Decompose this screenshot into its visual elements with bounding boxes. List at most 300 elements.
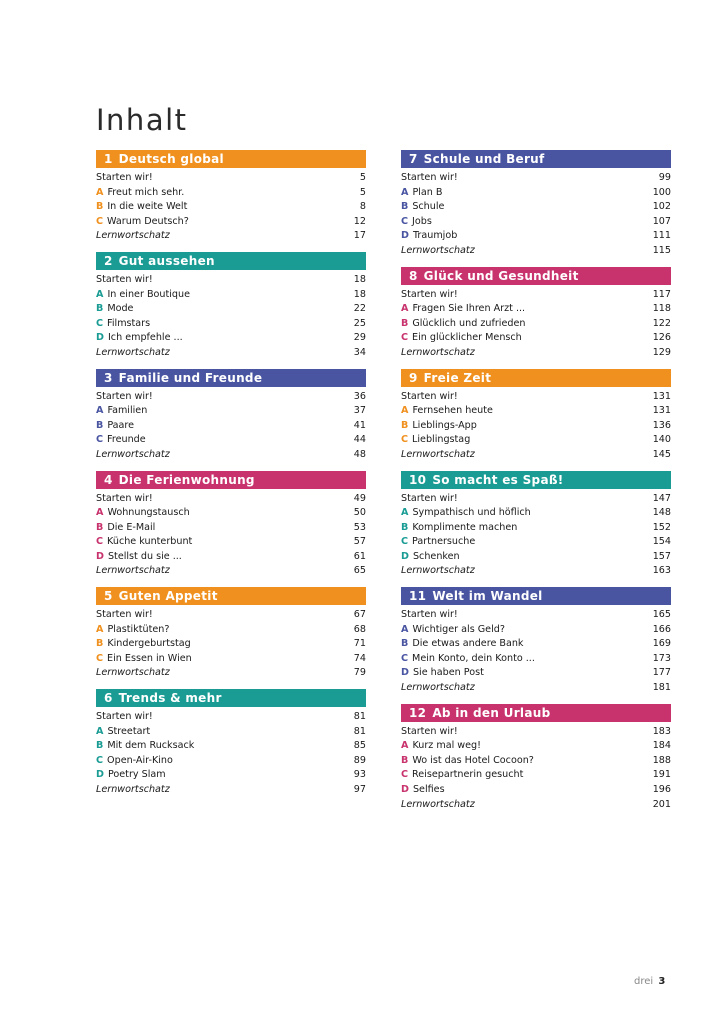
- unit-title: Glück und Gesundheit: [423, 268, 579, 283]
- unit-section: [96, 252, 366, 361]
- lesson-letter: A: [401, 405, 409, 417]
- toc-entry[interactable]: [401, 564, 671, 579]
- toc-entry-label: [96, 564, 170, 579]
- toc-entry[interactable]: [401, 768, 671, 783]
- unit-number: 10: [409, 472, 427, 487]
- lesson-letter: C: [401, 332, 409, 344]
- lesson-letter: A: [401, 303, 409, 315]
- toc-entry-page: 196: [652, 784, 671, 795]
- toc-entry[interactable]: [96, 535, 366, 550]
- lesson-letter: B: [96, 201, 104, 213]
- lesson-letter: D: [401, 550, 409, 562]
- toc-entry-label: [401, 739, 481, 754]
- toc-entry[interactable]: [401, 623, 671, 638]
- toc-entry-text: Stellst du sie ...: [107, 550, 182, 562]
- toc-entry-label: [401, 550, 460, 565]
- toc-entry-text: Open-Air-Kino: [107, 754, 173, 766]
- toc-entry-text: Mit dem Rucksack: [107, 740, 195, 752]
- toc-entry-text: Traumjob: [412, 230, 458, 242]
- toc-entry[interactable]: [96, 783, 366, 798]
- lesson-letter: A: [96, 405, 104, 417]
- toc-entry-label: [96, 448, 170, 463]
- toc-entry-label: [96, 506, 190, 521]
- toc-entry-page: 188: [652, 754, 671, 766]
- toc-entry[interactable]: [401, 404, 671, 419]
- toc-entry-page: 41: [353, 419, 366, 431]
- toc-entry-label: [96, 404, 147, 419]
- toc-entry-label: [96, 288, 190, 303]
- toc-entry-label: [96, 521, 155, 536]
- toc-entry[interactable]: [96, 666, 366, 681]
- toc-entry[interactable]: [96, 390, 366, 405]
- unit-number: 7: [409, 152, 418, 166]
- toc-entry-page: 67: [353, 609, 366, 621]
- toc-entry[interactable]: [401, 739, 671, 754]
- unit-number: 6: [104, 691, 113, 706]
- toc-entry-page: 147: [652, 492, 671, 504]
- toc-entry-text: Starten wir!: [96, 609, 153, 621]
- toc-entry-text: Starten wir!: [401, 492, 458, 504]
- lesson-letter: D: [96, 550, 104, 562]
- toc-entry-text: Starten wir!: [401, 172, 458, 183]
- toc-entry-page: 74: [353, 652, 366, 664]
- page-title: Inhalt: [96, 103, 188, 138]
- toc-entry-text: Starten wir!: [401, 288, 458, 300]
- lesson-letter: C: [401, 769, 409, 781]
- toc-entry-text: Kurz mal weg!: [412, 740, 481, 752]
- unit-number: 12: [409, 705, 427, 720]
- unit-header[interactable]: [96, 587, 366, 605]
- toc-entry-page: 22: [353, 303, 366, 315]
- toc-entry-page: 145: [652, 448, 671, 460]
- toc-entry-label: [401, 798, 475, 813]
- unit-header[interactable]: [401, 150, 671, 168]
- unit-header[interactable]: [96, 150, 366, 168]
- toc-entry-label: [401, 419, 477, 434]
- toc-entry-page: 102: [652, 201, 671, 213]
- toc-entry-page: 148: [652, 507, 671, 519]
- lesson-letter: C: [96, 434, 104, 446]
- toc-entry-page: 165: [652, 609, 671, 621]
- toc-entry-page: 48: [353, 448, 366, 460]
- page-number: 3: [658, 976, 666, 987]
- toc-entry[interactable]: [96, 739, 366, 754]
- toc-entry[interactable]: [96, 564, 366, 579]
- unit-number: 1: [104, 152, 113, 166]
- lesson-letter: B: [96, 303, 104, 315]
- toc-entry[interactable]: [401, 331, 671, 346]
- toc-entry-page: 184: [652, 740, 671, 752]
- toc-entry-page: 163: [652, 565, 671, 577]
- toc-entry-text: Komplimente machen: [412, 521, 518, 533]
- toc-entry-page: 166: [652, 623, 671, 635]
- toc-entry[interactable]: [401, 550, 671, 565]
- toc-entry-label: [96, 346, 170, 361]
- toc-entry-text: Starten wir!: [96, 390, 153, 402]
- toc-entry-text: Lernwortschatz: [96, 565, 170, 577]
- lesson-letter: C: [401, 536, 409, 548]
- toc-entry-page: 57: [353, 536, 366, 548]
- toc-entry-label: [401, 535, 475, 550]
- toc-entry[interactable]: [96, 725, 366, 740]
- lesson-letter: D: [96, 332, 104, 344]
- unit-section: [96, 369, 366, 463]
- toc-entry[interactable]: [401, 302, 671, 317]
- toc-entry-label: [96, 739, 194, 754]
- lesson-letter: C: [401, 434, 409, 446]
- lesson-letter: D: [401, 667, 409, 679]
- unit-header[interactable]: [96, 252, 366, 270]
- lesson-letter: B: [401, 419, 409, 431]
- toc-entry[interactable]: [401, 317, 671, 332]
- lesson-letter: C: [96, 652, 104, 664]
- toc-entry-label: [96, 710, 153, 725]
- toc-entry-label: [401, 681, 475, 696]
- toc-entry-page: 154: [652, 536, 671, 548]
- lesson-letter: A: [96, 507, 104, 519]
- toc-entry-text: Selfies: [412, 784, 445, 795]
- toc-entry[interactable]: [96, 171, 366, 186]
- toc-entry-text: Fragen Sie Ihren Arzt ...: [412, 303, 526, 315]
- unit-header[interactable]: [401, 587, 671, 605]
- toc-entry-text: Lernwortschatz: [401, 565, 475, 577]
- page-number-word: drei: [634, 976, 654, 987]
- toc-entry-label: [96, 550, 182, 565]
- toc-entry[interactable]: [401, 200, 671, 215]
- toc-entry-text: Die E-Mail: [107, 521, 156, 533]
- toc-entry-text: Filmstars: [107, 317, 151, 329]
- toc-entry-text: Ich empfehle ...: [107, 332, 183, 344]
- unit-title: Guten Appetit: [118, 589, 218, 604]
- toc-entry-label: [96, 535, 192, 550]
- toc-entry-page: 131: [652, 405, 671, 417]
- unit-title: Welt im Wandel: [432, 589, 543, 604]
- toc-entry[interactable]: [401, 215, 671, 230]
- toc-entry-label: [96, 608, 153, 623]
- toc-entry[interactable]: [401, 521, 671, 536]
- toc-entry-text: Mode: [107, 303, 134, 315]
- unit-number: 8: [409, 268, 418, 283]
- toc-entry-text: Mein Konto, dein Konto ...: [412, 652, 535, 664]
- toc-entry-page: 93: [353, 769, 366, 781]
- toc-entry-label: [401, 229, 457, 244]
- toc-entry-page: 36: [353, 390, 366, 402]
- toc-entry-page: 81: [353, 725, 366, 737]
- toc-entry[interactable]: [401, 186, 671, 201]
- toc-entry-label: [401, 302, 525, 317]
- lesson-letter: A: [96, 725, 104, 737]
- toc-entry[interactable]: [401, 681, 671, 696]
- toc-entry[interactable]: [401, 506, 671, 521]
- unit-number: 2: [104, 253, 113, 268]
- toc-entry-text: Sie haben Post: [412, 667, 484, 679]
- toc-entry-text: Warum Deutsch?: [107, 215, 189, 227]
- toc-entry[interactable]: [401, 608, 671, 623]
- toc-entry-label: [96, 666, 170, 681]
- toc-entry[interactable]: [96, 215, 366, 230]
- unit-header[interactable]: [401, 369, 671, 387]
- toc-entry-text: In einer Boutique: [107, 288, 190, 300]
- toc-entry[interactable]: [401, 419, 671, 434]
- toc-entry-page: 99: [658, 172, 671, 183]
- toc-entry[interactable]: [401, 346, 671, 361]
- toc-entry[interactable]: [96, 506, 366, 521]
- toc-entry-label: [401, 346, 475, 361]
- toc-entry[interactable]: [96, 404, 366, 419]
- lesson-letter: A: [96, 623, 104, 635]
- toc-entry-page: 97: [353, 784, 366, 795]
- unit-title: Schule und Beruf: [423, 152, 545, 166]
- toc-entry-page: 129: [652, 346, 671, 358]
- toc-entry[interactable]: [401, 288, 671, 303]
- toc-entry-text: Streetart: [107, 725, 151, 737]
- toc-entry[interactable]: [401, 229, 671, 244]
- lesson-letter: B: [401, 201, 409, 213]
- toc-entry-label: [96, 229, 170, 244]
- toc-entry[interactable]: [96, 273, 366, 288]
- toc-entry[interactable]: [96, 637, 366, 652]
- toc-entry-text: Wo ist das Hotel Cocoon?: [412, 754, 534, 766]
- toc-entry-label: [401, 404, 493, 419]
- toc-entry-page: 25: [353, 317, 366, 329]
- unit-section: [401, 471, 671, 580]
- toc-entry-text: Lernwortschatz: [96, 667, 170, 679]
- toc-entry-text: Ein Essen in Wien: [107, 652, 192, 664]
- toc-entry-label: [401, 666, 484, 681]
- unit-header[interactable]: [96, 369, 366, 387]
- toc-entry[interactable]: [401, 448, 671, 463]
- lesson-letter: B: [401, 521, 409, 533]
- toc-entry-page: 115: [652, 244, 671, 256]
- toc-entry[interactable]: [401, 798, 671, 813]
- toc-entry[interactable]: [401, 666, 671, 681]
- toc-entry-page: 5: [359, 186, 366, 198]
- toc-entry-label: [96, 317, 150, 332]
- unit-title: Gut aussehen: [118, 253, 215, 268]
- toc-entry[interactable]: [401, 390, 671, 405]
- toc-entry[interactable]: [401, 754, 671, 769]
- toc-entry-text: Starten wir!: [401, 390, 458, 402]
- toc-entry-page: 140: [652, 434, 671, 446]
- toc-entry[interactable]: [96, 448, 366, 463]
- toc-entry-text: Sympathisch und höflich: [412, 507, 531, 519]
- toc-entry-text: Lieblings-App: [412, 419, 477, 431]
- toc-entry-text: Starten wir!: [96, 172, 153, 183]
- toc-entry-text: Starten wir!: [401, 609, 458, 621]
- unit-header[interactable]: [96, 471, 366, 489]
- unit-section: [401, 369, 671, 463]
- toc-entry[interactable]: [96, 521, 366, 536]
- toc-entry-page: 68: [353, 623, 366, 635]
- toc-entry-text: Lernwortschatz: [96, 784, 170, 795]
- toc-entry-page: 107: [652, 215, 671, 227]
- toc-entry[interactable]: [96, 492, 366, 507]
- toc-entry-label: [401, 331, 522, 346]
- toc-entry[interactable]: [401, 244, 671, 259]
- toc-entry-page: 18: [353, 273, 366, 285]
- toc-entry-text: Schenken: [412, 550, 460, 562]
- toc-entry-page: 85: [353, 740, 366, 752]
- toc-entry[interactable]: [96, 433, 366, 448]
- toc-entry-page: 117: [652, 288, 671, 300]
- toc-entry-text: Familien: [107, 405, 148, 417]
- toc-entry-text: Freunde: [107, 434, 146, 446]
- toc-entry-page: 152: [652, 521, 671, 533]
- toc-entry-text: Partnersuche: [412, 536, 476, 548]
- toc-entry-text: Wichtiger als Geld?: [412, 623, 505, 635]
- toc-entry[interactable]: [96, 229, 366, 244]
- unit-number: 5: [104, 589, 113, 604]
- toc-entry-page: 53: [353, 521, 366, 533]
- toc-entry[interactable]: [401, 725, 671, 740]
- toc-entry[interactable]: [96, 608, 366, 623]
- unit-section: [96, 587, 366, 681]
- unit-number: 4: [104, 472, 113, 487]
- toc-entry-text: Starten wir!: [401, 725, 458, 737]
- toc-entry-page: 50: [353, 507, 366, 519]
- toc-entry[interactable]: [96, 550, 366, 565]
- toc-entry-page: 131: [652, 390, 671, 402]
- toc-entry-label: [401, 288, 458, 303]
- toc-entry-label: [401, 215, 432, 230]
- toc-entry-label: [96, 783, 170, 798]
- toc-entry-label: [401, 783, 445, 798]
- toc-entry[interactable]: [96, 186, 366, 201]
- lesson-letter: C: [401, 652, 409, 664]
- toc-entry-label: [401, 608, 458, 623]
- toc-entry-text: Küche kunterbunt: [107, 536, 193, 548]
- toc-entry-page: 81: [353, 711, 366, 723]
- toc-entry[interactable]: [96, 317, 366, 332]
- toc-entry-label: [96, 652, 192, 667]
- lesson-letter: B: [96, 419, 104, 431]
- lesson-letter: B: [96, 740, 104, 752]
- toc-entry-label: [401, 652, 535, 667]
- toc-entry-page: 89: [353, 754, 366, 766]
- toc-entry-page: 191: [652, 769, 671, 781]
- lesson-letter: D: [96, 769, 104, 781]
- unit-header[interactable]: [96, 689, 366, 707]
- toc-entry-label: [401, 637, 524, 652]
- lesson-letter: A: [401, 740, 409, 752]
- toc-entry-label: [401, 492, 458, 507]
- toc-entry[interactable]: [96, 346, 366, 361]
- toc-column-left: [96, 150, 366, 806]
- toc-entry-page: 61: [353, 550, 366, 562]
- lesson-letter: C: [96, 754, 104, 766]
- toc-entry-label: [401, 564, 475, 579]
- lesson-letter: C: [401, 215, 409, 227]
- toc-entry-text: Lernwortschatz: [96, 346, 170, 358]
- unit-number: 3: [104, 370, 113, 385]
- lesson-letter: C: [96, 317, 104, 329]
- toc-entry-label: [401, 725, 458, 740]
- toc-entry-page: 29: [353, 332, 366, 344]
- unit-header[interactable]: [401, 471, 671, 489]
- toc-entry-page: 157: [652, 550, 671, 562]
- unit-section: [96, 689, 366, 798]
- toc-entry[interactable]: [401, 637, 671, 652]
- toc-entry[interactable]: [96, 288, 366, 303]
- lesson-letter: A: [401, 186, 409, 198]
- unit-header[interactable]: [401, 267, 671, 285]
- toc-entry-label: [401, 506, 531, 521]
- unit-title: Ab in den Urlaub: [432, 705, 551, 720]
- unit-header[interactable]: [401, 704, 671, 722]
- toc-entry[interactable]: [96, 710, 366, 725]
- toc-entry-text: Lernwortschatz: [401, 448, 475, 460]
- toc-entry-label: [401, 186, 442, 201]
- toc-entry-page: 5: [359, 172, 366, 183]
- toc-entry[interactable]: [96, 652, 366, 667]
- toc-entry-label: [96, 200, 187, 215]
- toc-entry[interactable]: [96, 200, 366, 215]
- toc-entry-page: 100: [652, 186, 671, 198]
- unit-section: [401, 587, 671, 696]
- toc-entry-page: 122: [652, 317, 671, 329]
- toc-entry-label: [401, 200, 444, 215]
- toc-entry[interactable]: [96, 302, 366, 317]
- toc-entry-page: 71: [353, 638, 366, 650]
- toc-entry-label: [96, 725, 150, 740]
- toc-entry[interactable]: [401, 171, 671, 186]
- toc-entry[interactable]: [401, 783, 671, 798]
- toc-entry-page: 136: [652, 419, 671, 431]
- toc-entry-page: 173: [652, 652, 671, 664]
- toc-entry-text: Lernwortschatz: [401, 346, 475, 358]
- toc-entry-label: [401, 768, 523, 783]
- toc-entry-text: Glücklich und zufrieden: [412, 317, 526, 329]
- toc-entry[interactable]: [96, 754, 366, 769]
- toc-entry[interactable]: [401, 652, 671, 667]
- toc-entry[interactable]: [401, 492, 671, 507]
- toc-entry-page: 126: [652, 332, 671, 344]
- toc-entry-label: [96, 637, 191, 652]
- toc-entry-text: Freut mich sehr.: [107, 186, 185, 198]
- unit-title: Familie und Freunde: [118, 370, 263, 385]
- toc-entry-label: [401, 521, 517, 536]
- unit-title: Freie Zeit: [423, 370, 492, 385]
- toc-entry-page: 169: [652, 638, 671, 650]
- toc-entry-page: 8: [359, 201, 366, 213]
- toc-entry[interactable]: [401, 433, 671, 448]
- toc-entry-label: [401, 433, 470, 448]
- toc-column-right: [401, 150, 671, 820]
- toc-entry-page: 201: [652, 798, 671, 810]
- toc-entry[interactable]: [96, 331, 366, 346]
- toc-entry-text: Die etwas andere Bank: [412, 638, 524, 650]
- toc-entry[interactable]: [401, 535, 671, 550]
- toc-entry-label: [96, 186, 184, 201]
- toc-entry[interactable]: [96, 419, 366, 434]
- toc-entry-text: Lernwortschatz: [96, 230, 170, 242]
- toc-entry-label: [96, 390, 153, 405]
- toc-entry-text: Starten wir!: [96, 711, 153, 723]
- toc-entry-label: [401, 448, 475, 463]
- toc-entry[interactable]: [96, 768, 366, 783]
- unit-section: [96, 471, 366, 580]
- unit-section: [401, 150, 671, 259]
- toc-entry-label: [96, 171, 153, 186]
- toc-entry-label: [401, 623, 505, 638]
- toc-entry-page: 49: [353, 492, 366, 504]
- lesson-letter: A: [96, 288, 104, 300]
- toc-entry[interactable]: [96, 623, 366, 638]
- toc-entry-page: 44: [353, 434, 366, 446]
- toc-entry-page: 12: [353, 215, 366, 227]
- toc-entry-page: 181: [652, 682, 671, 694]
- toc-entry-page: 111: [652, 230, 671, 242]
